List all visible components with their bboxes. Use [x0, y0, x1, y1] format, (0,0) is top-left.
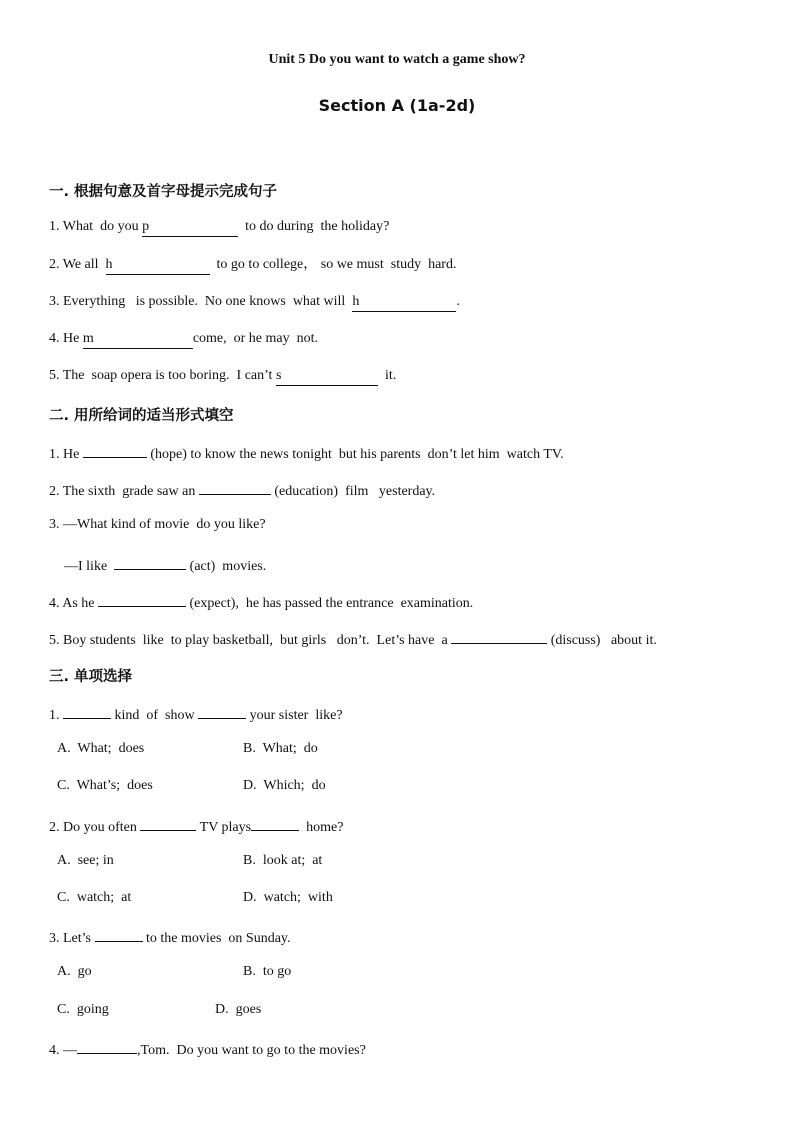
part2-question-3-reply: —I like (act) movies.: [64, 554, 266, 576]
option-a[interactable]: A. go: [57, 964, 92, 979]
part3-question-3: 3. Let’s to the movies on Sunday.: [49, 926, 291, 948]
answer-blank[interactable]: p: [142, 218, 238, 237]
worksheet-title: Unit 5 Do you want to watch a game show?: [268, 52, 526, 67]
answer-blank[interactable]: [114, 554, 186, 570]
answer-blank[interactable]: [77, 1038, 137, 1054]
part1-question-1: 1. What do you p to do during the holiday?: [49, 218, 389, 237]
part1-heading: 一. 根据句意及首字母提示完成句子: [49, 184, 278, 200]
option-d[interactable]: D. goes: [215, 1002, 262, 1017]
answer-blank[interactable]: [140, 815, 196, 831]
part2-question-4: 4. As he (expect), he has passed the entrance examination.: [49, 591, 473, 613]
part1-question-5: 5. The soap opera is too boring. I can’t s it.: [49, 367, 396, 386]
answer-blank[interactable]: [83, 442, 147, 458]
answer-blank[interactable]: [198, 703, 246, 719]
option-b[interactable]: B. look at; at: [243, 853, 323, 868]
option-c[interactable]: C. watch; at: [57, 890, 132, 905]
part3-question-4: 4. — ,Tom. Do you want to go to the movies?: [49, 1038, 366, 1060]
section-subtitle: Section A (1a-2d): [318, 96, 476, 115]
answer-blank[interactable]: [95, 926, 143, 942]
part3-question-2: 2. Do you often TV plays home?: [49, 815, 343, 837]
part2-question-1: 1. He (hope) to know the news tonight but his parents don’t let him watch TV.: [49, 442, 564, 464]
option-a[interactable]: A. see; in: [57, 853, 114, 868]
part2-question-3: 3. —What kind of movie do you like?: [49, 517, 266, 532]
part2-question-5: 5. Boy students like to play basketball, but girls don’t. Let’s have a (discuss) about it.: [49, 628, 657, 650]
answer-blank[interactable]: [98, 591, 186, 607]
answer-blank[interactable]: s: [276, 367, 378, 386]
option-c[interactable]: C. What’s; does: [57, 778, 153, 793]
part1-question-2: 2. We all h to go to college， so we must study hard.: [49, 256, 456, 275]
part2-question-2: 2. The sixth grade saw an (education) film yesterday.: [49, 479, 435, 501]
answer-blank[interactable]: h: [106, 256, 210, 275]
option-d[interactable]: D. Which; do: [243, 778, 326, 793]
option-b[interactable]: B. to go: [243, 964, 292, 979]
part3-heading: 三. 单项选择: [49, 669, 133, 685]
answer-blank[interactable]: [451, 628, 547, 644]
part3-question-1: 1. kind of show your sister like?: [49, 703, 343, 725]
part2-heading: 二. 用所给词的适当形式填空: [49, 408, 234, 424]
part1-question-4: 4. He m come, or he may not.: [49, 330, 318, 349]
option-b[interactable]: B. What; do: [243, 741, 318, 756]
part1-question-3: 3. Everything is possible. No one knows what will h .: [49, 293, 460, 312]
answer-blank[interactable]: [251, 815, 299, 831]
answer-blank[interactable]: m: [83, 330, 193, 349]
answer-blank[interactable]: [63, 703, 111, 719]
option-a[interactable]: A. What; does: [57, 741, 145, 756]
answer-blank[interactable]: [199, 479, 271, 495]
option-c[interactable]: C. going: [57, 1002, 109, 1017]
option-d[interactable]: D. watch; with: [243, 890, 333, 905]
answer-blank[interactable]: h: [352, 293, 456, 312]
